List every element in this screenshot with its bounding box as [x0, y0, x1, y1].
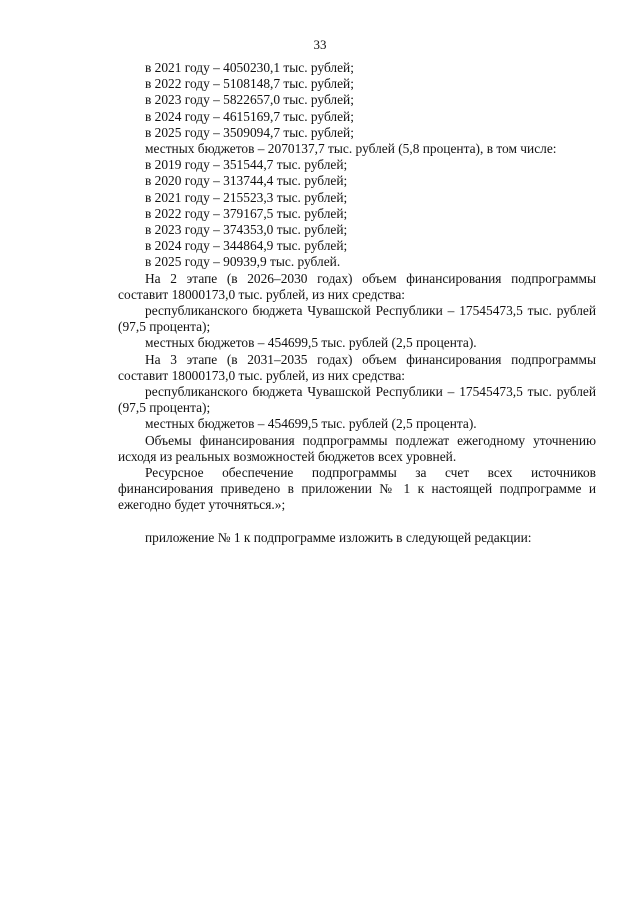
stage-3-republic-budget: республиканского бюджета Чувашской Республики – 17545473,5 тыс. рублей (97,5 процента);: [118, 384, 596, 416]
funding-line-2021-republic: в 2021 году – 4050230,1 тыс. рублей;: [145, 60, 354, 75]
funding-line-2022-republic: в 2022 году – 5108148,7 тыс. рублей;: [145, 76, 354, 92]
funding-line-2024-local: в 2024 году – 344864,9 тыс. рублей;: [145, 238, 348, 254]
stage-2-local-budget: местных бюджетов – 454699,5 тыс. рублей (2,5 процента).: [145, 335, 477, 351]
funding-line-2025-local: в 2025 году – 90939,9 тыс. рублей.: [145, 254, 341, 270]
stage-2-paragraph: На 2 этапе (в 2026–2030 годах) объем финансирования подпрограммы составит 18000173,0 тыс. рублей, из них средства:: [118, 270, 596, 302]
funding-line-2019-local: в 2019 году – 351544,7 тыс. рублей;: [145, 157, 348, 173]
funding-line-2022-local: в 2022 году – 379167,5 тыс. рублей;: [145, 205, 348, 221]
funding-line-2025-republic: в 2025 году – 3509094,7 тыс. рублей;: [145, 124, 354, 140]
paragraph-gap: [118, 514, 596, 530]
document-body: [118, 60, 596, 546]
stage-3-local-budget: местных бюджетов – 454699,5 тыс. рублей (2,5 процента).: [145, 416, 477, 432]
page-number: 33: [313, 37, 327, 52]
funding-line-2020-local: в 2020 году – 313744,4 тыс. рублей;: [145, 173, 348, 189]
appendix-instruction: приложение № 1 к подпрограмме изложить в следующей редакции:: [145, 529, 532, 545]
funding-line-2023-republic: в 2023 году – 5822657,0 тыс. рублей;: [145, 92, 354, 108]
resource-provision-paragraph: Ресурсное обеспечение подпрограммы за счет всех источников финансирования приведено в приложении № 1 к настоящей подпрограмме и ежегодно будет уточняться.»;: [118, 465, 596, 513]
funding-line-2021-local: в 2021 году – 215523,3 тыс. рублей;: [145, 189, 348, 205]
funding-line-2024-republic: в 2024 году – 4615169,7 тыс. рублей;: [145, 108, 354, 124]
stage-2-republic-budget: республиканского бюджета Чувашской Республики – 17545473,5 тыс. рублей (97,5 процента);: [118, 303, 596, 335]
funding-line-2023-local: в 2023 году – 374353,0 тыс. рублей;: [145, 222, 348, 238]
stage-3-paragraph: На 3 этапе (в 2031–2035 годах) объем финансирования подпрограммы составит 18000173,0 тыс. рублей, из них средства:: [118, 351, 596, 383]
funding-volumes-paragraph: Объемы финансирования подпрограммы подлежат ежегодному уточнению исходя из реальных возможностей бюджетов всех уровней.: [118, 432, 596, 464]
local-budgets-total: местных бюджетов – 2070137,7 тыс. рублей (5,8 процента), в том числе:: [145, 141, 557, 157]
